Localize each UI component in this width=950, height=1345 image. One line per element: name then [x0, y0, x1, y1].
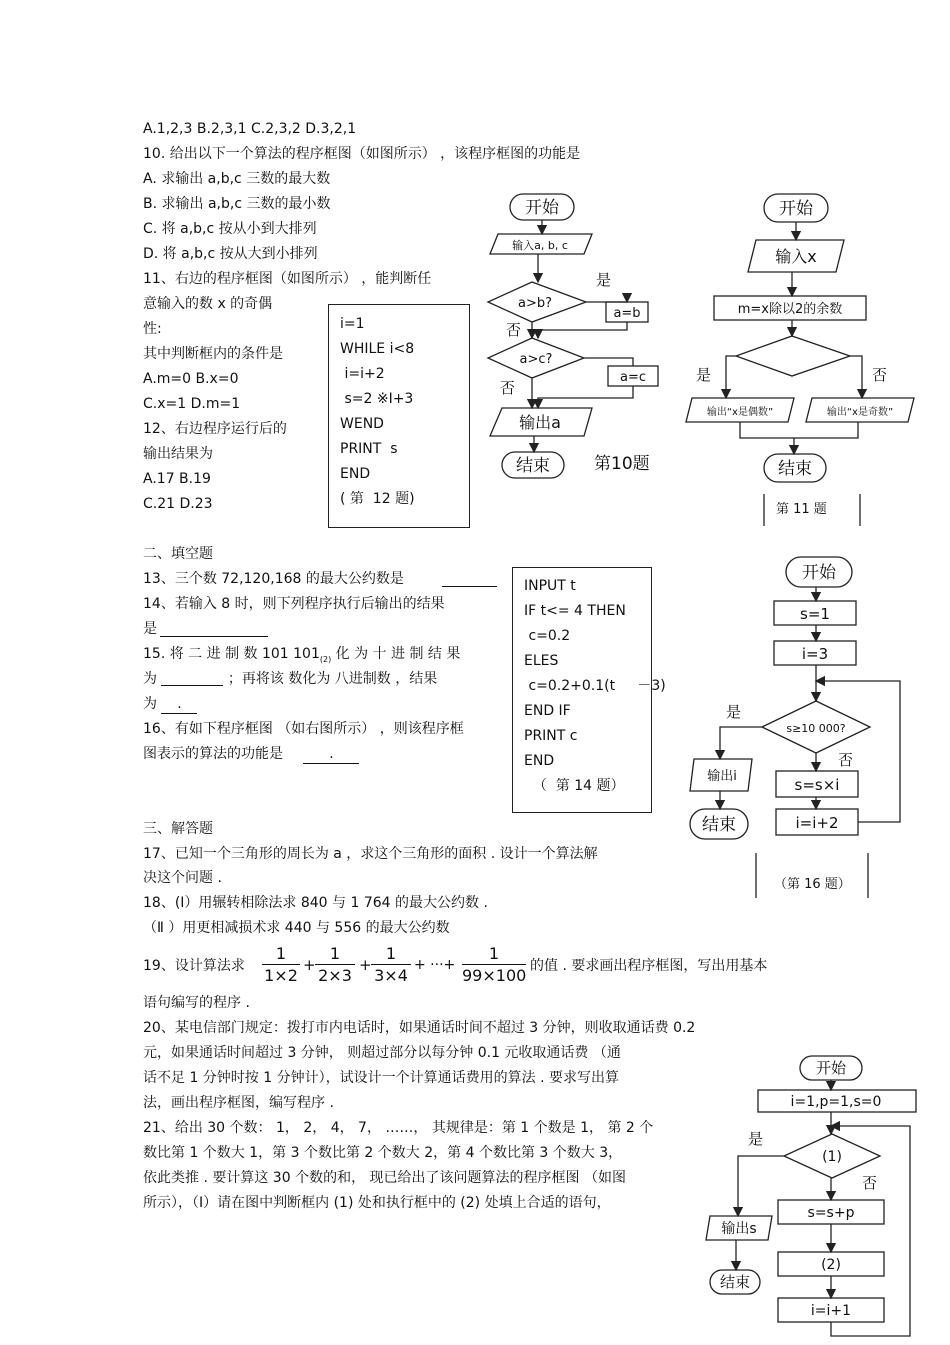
code-line: WHILE i<8 — [340, 341, 415, 357]
q14-stem: 14、若输入 8 时，则下列程序执行后输出的结果 — [143, 596, 445, 612]
q12-stem-2: 输出结果为 — [143, 446, 213, 462]
fraction-denominator: 2×3 — [315, 964, 355, 986]
fraction-denominator: 1×2 — [262, 964, 300, 986]
output-label: 输出i — [707, 769, 737, 784]
start-label: 开始 — [779, 199, 813, 219]
caption: （第 16 题） — [774, 877, 851, 892]
q11-options-ab: A.m=0 B.x=0 — [143, 371, 239, 387]
fraction-numerator: 1 — [275, 944, 287, 963]
flowchart-q21 — [704, 1052, 916, 1342]
flowchart-q16 — [686, 553, 908, 898]
end-label: 结束 — [778, 459, 812, 479]
answer-blank — [442, 586, 497, 587]
no-label: 否 — [862, 1174, 878, 1192]
out-odd-label: 输出“x是奇数” — [826, 407, 894, 418]
q12-stem: 12、右边程序运行后的 — [143, 421, 287, 437]
q13-stem: 13、三个数 72,120,168 的最大公约数是 — [143, 571, 404, 587]
init-label: i=1,p=1,s=0 — [790, 1094, 882, 1110]
q16-stem: 16、有如下程序框图 （如右图所示） ，则该程序框 — [143, 721, 464, 737]
end-label: 结束 — [516, 456, 550, 476]
code-line: IF t<= 4 THEN — [524, 603, 626, 619]
yes-label: 是 — [726, 703, 742, 721]
q20-stem: 20、某电信部门规定：拨打市内电话时，如果通话时间不超过 3 分钟，则收取通话费 0.2 — [143, 1020, 696, 1036]
section-fill-in-title: 二、填空题 — [143, 546, 213, 562]
answer-blank: . — [303, 745, 359, 764]
code-line: s=2 ※I+3 — [340, 391, 414, 407]
code-line: c=0.2+0.1(t －3) — [524, 678, 666, 694]
q12-options-cd: C.21 D.23 — [143, 496, 213, 512]
q9-options: A.1,2,3 B.2,3,1 C.2,3,2 D.3,2,1 — [143, 121, 357, 137]
ellipsis-plus: + ···+ — [414, 957, 456, 973]
cond-label: (1) — [822, 1149, 842, 1165]
mult-label: s=s×i — [794, 776, 840, 794]
out-even-label: 输出“x是偶数” — [706, 407, 774, 418]
assign1-label: a=b — [613, 306, 641, 321]
q12-options-ab: A.17 B.19 — [143, 471, 211, 487]
q21-stem-3: 依此类推 . 要计算这 30 个数的和， 现已给出了该问题算法的程序框图 （如图 — [143, 1170, 626, 1186]
code-line: WEND — [340, 416, 384, 432]
output-label: 输出s — [721, 1221, 757, 1237]
q17-stem: 17、已知一个三角形的周长为 a ，求这个三角形的面积 . 设计一个算法解 — [143, 846, 598, 862]
no-label: 否 — [506, 321, 522, 339]
inc-label: i=i+2 — [795, 814, 839, 832]
q11-condition: 其中判断框内的条件是 — [143, 346, 283, 362]
q15-line2-text: ；再将该 数化为 八进制数 ，结果 — [227, 671, 438, 687]
plus-sign: + — [359, 956, 372, 974]
start-label: 开始 — [525, 198, 559, 218]
q14-stem-2: 是 — [143, 621, 157, 637]
q19-stem-2: 语句编写的程序 . — [143, 995, 250, 1011]
fraction-1 — [262, 944, 300, 986]
code-line: END — [340, 466, 371, 482]
q21-stem-2: 数比第 1 个数大 1，第 3 个数比第 2 个数大 2，第 4 个数比第 3 个数大 3， — [143, 1145, 623, 1161]
start-label: 开始 — [802, 563, 836, 583]
q18-part2: （Ⅱ ）用更相减损术求 440 与 556 的最大公约数 — [143, 920, 450, 936]
no-label: 否 — [500, 379, 516, 397]
code-line: INPUT t — [524, 578, 576, 594]
q15-line2 — [143, 670, 437, 688]
q18-part1: 18、(Ⅰ）用辗转相除法求 840 与 1 764 的最大公约数 . — [143, 895, 488, 911]
fraction-3 — [371, 944, 411, 986]
fraction-4 — [462, 944, 526, 986]
q15-line3 — [143, 695, 197, 714]
q10-option-a: A. 求输出 a,b,c 三数的最大数 — [143, 171, 331, 187]
end-label: 结束 — [719, 1273, 751, 1291]
code-line: END — [524, 753, 555, 769]
caption: ( 第 12 题) — [340, 491, 415, 507]
q10-option-c: C. 将 a,b,c 按从小到大排列 — [143, 221, 317, 237]
code-line: i=1 — [340, 316, 365, 332]
answer-blank: . — [161, 695, 197, 714]
sum-label: s=s+p — [807, 1205, 855, 1221]
assign2-label: a=c — [619, 370, 647, 385]
start-label: 开始 — [815, 1059, 847, 1077]
q21-stem: 21、给出 30 个数： 1， 2， 4， 7， ……， 其规律是：第 1 个数是 1， 第 2 个 — [143, 1120, 654, 1136]
fraction-2 — [315, 944, 355, 986]
q15-part1: 15. 将 二 进 制 数 101 101 — [143, 646, 320, 662]
code-line: ELES — [524, 653, 559, 669]
code-line: PRINT s — [340, 441, 398, 457]
q19-prefix: 19、设计算法求 — [143, 958, 245, 974]
code-line: i=i+2 — [340, 366, 385, 382]
no-label: 否 — [838, 751, 854, 769]
program-box-q12 — [328, 304, 470, 528]
end-label: 结束 — [702, 815, 736, 835]
yes-label: 是 — [596, 271, 612, 289]
q10-option-b: B. 求输出 a,b,c 三数的最小数 — [143, 196, 331, 212]
fraction-denominator: 3×4 — [371, 964, 411, 986]
answer-blank — [161, 671, 223, 686]
input-label: 输入x — [775, 247, 817, 266]
flowchart-q10 — [480, 190, 680, 490]
i-init-label: i=3 — [801, 645, 829, 663]
q20-stem-4: 法，画出程序框图，编写程序 . — [143, 1095, 334, 1111]
q19-suffix: 的值 . 要求画出程序框图，写出用基本 — [530, 958, 768, 974]
plus-sign: + — [303, 956, 316, 974]
program-box-q14 — [512, 567, 666, 813]
q15-stem — [143, 645, 460, 669]
q16-text: 图表示的算法的功能是 — [143, 746, 283, 762]
code-line: c=0.2 — [524, 628, 571, 644]
fraction-numerator: 1 — [488, 944, 500, 963]
cond1-label: a>b? — [517, 296, 553, 311]
no-label: 否 — [872, 366, 888, 384]
q15-prefix: 为 — [143, 696, 157, 712]
base-subscript: (2) — [319, 654, 332, 664]
q11-options-cd: C.x=1 D.m=1 — [143, 396, 241, 412]
q16-stem-2 — [143, 745, 359, 764]
q15-part2: 化 为 十 进 制 结 果 — [335, 646, 461, 662]
q11-stem: 11、右边的程序框图（如图所示） ，能判断任 — [143, 271, 432, 287]
yes-label: 是 — [696, 366, 712, 384]
output-label: 输出a — [519, 413, 561, 432]
inc-label: i=i+1 — [810, 1303, 852, 1319]
flowchart-q11 — [680, 190, 910, 530]
fraction-numerator: 1 — [385, 944, 397, 963]
fraction-numerator: 1 — [329, 944, 341, 963]
cond2-label: a>c? — [519, 352, 553, 367]
step-label: (2) — [821, 1257, 841, 1273]
cond-label: s≥10 000? — [786, 722, 846, 735]
process-label: m=x除以2的余数 — [737, 302, 843, 317]
section-answer-title: 三、解答题 — [143, 821, 213, 837]
code-line: PRINT c — [524, 728, 578, 744]
caption: 第 11 题 — [776, 502, 827, 517]
q11-stem-2: 意输入的数 x 的奇偶 — [143, 296, 273, 312]
q11-stem-3: 性: — [143, 321, 162, 337]
q10-option-d: D. 将 a,b,c 按从大到小排列 — [143, 246, 318, 262]
input-label: 输入a, b, c — [512, 239, 568, 252]
code-line: END IF — [524, 703, 571, 719]
decision-diamond — [736, 336, 850, 376]
q17-stem-2: 决这个问题 . — [143, 870, 222, 886]
answer-blank — [160, 636, 268, 637]
s-init-label: s=1 — [800, 605, 830, 623]
caption: （ 第 14 题） — [524, 778, 625, 794]
q10-stem: 10. 给出以下一个算法的程序框图（如图所示） ，该程序框图的功能是 — [143, 146, 581, 162]
q21-stem-4: 所示），（Ⅰ）请在图中判断框内 (1) 处和执行框中的 (2) 处填上合适的语句， — [143, 1195, 611, 1211]
q20-stem-3: 话不足 1 分钟时按 1 分钟计），试设计一个计算通话费用的算法 . 要求写出算 — [143, 1070, 619, 1086]
caption: 第10题 — [594, 454, 650, 474]
q20-stem-2: 元，如果通话时间超过 3 分钟， 则超过部分以每分钟 0.1 元收取通话费 （通 — [143, 1045, 621, 1061]
fraction-denominator: 99×100 — [462, 966, 527, 985]
yes-label: 是 — [748, 1130, 764, 1148]
q15-prefix: 为 — [143, 671, 157, 687]
